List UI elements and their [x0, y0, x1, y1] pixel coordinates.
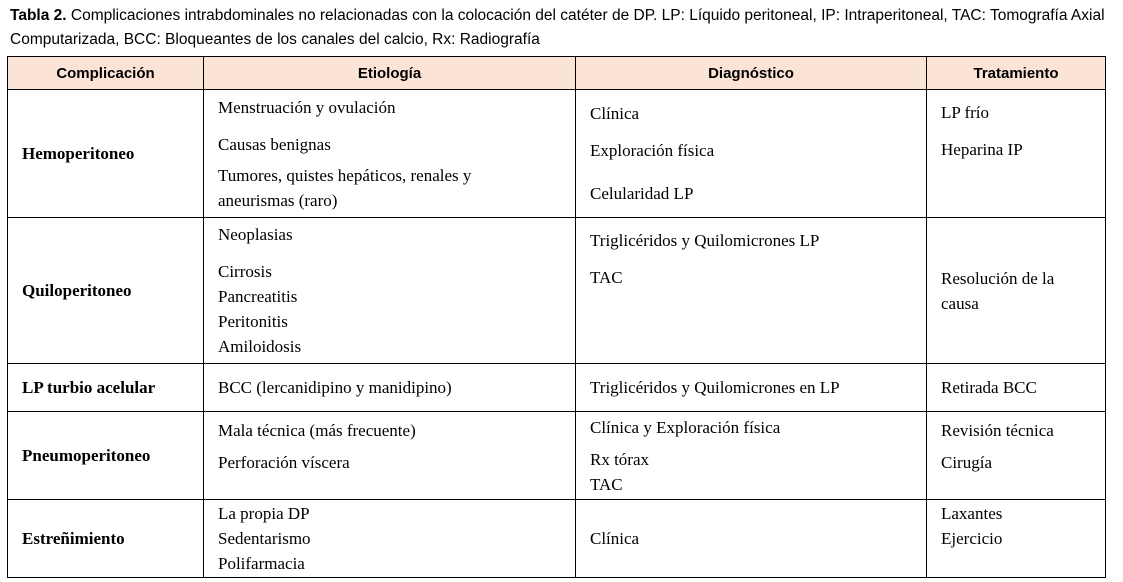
etiology-item: Neoplasias: [218, 225, 293, 244]
treatment-cell: [927, 218, 1106, 364]
treatment-item: Heparina IP: [941, 140, 1023, 159]
diagnosis-item: Triglicéridos y Quilomicrones LP: [590, 231, 820, 250]
etiology-item: Mala técnica (más frecuente): [218, 421, 416, 440]
diagnosis-cell: [576, 364, 927, 412]
etiology-item: Causas benignas: [218, 134, 331, 154]
complication-cell: Hemoperitoneo: [8, 90, 204, 218]
caption-text: Complicaciones intrabdominales no relacionadas con la colocación del catéter de DP. LP: Líquido peritoneal, IP: Intraperitoneal, TAC: Tomografía Axial Computarizada, BCC: Bloqueantes de los canales del calcio, Rx: Radiografía: [10, 7, 1105, 48]
treatment-item: Cirugía: [941, 453, 992, 472]
diagnosis-item: Triglicéridos y Quilomicrones en LP: [590, 378, 840, 397]
etiology-item: Tumores, quistes hepáticos, renales y aneurismas (raro): [218, 165, 472, 210]
etiology-cell: [204, 218, 576, 364]
treatment-item: Retirada BCC: [941, 378, 1037, 397]
etiology-item: Sedentarismo: [218, 529, 311, 548]
header-complication: Complicación: [8, 57, 204, 90]
treatment-item: Revisión técnica: [941, 421, 1054, 440]
etiology-cell: [204, 90, 576, 218]
treatment-cell: [927, 364, 1106, 412]
etiology-cell: [204, 500, 576, 578]
header-etiology: Etiología: [204, 57, 576, 90]
treatment-cell: [927, 412, 1106, 500]
treatment-item: LP frío: [941, 103, 990, 122]
table-row: [8, 218, 1106, 364]
treatment-cell: [927, 500, 1106, 578]
complication-cell: LP turbio acelular: [8, 364, 204, 412]
complication-cell: Pneumoperitoneo: [8, 412, 204, 500]
etiology-item: Polifarmacia: [218, 554, 305, 573]
diagnosis-cell: [576, 500, 927, 578]
etiology-cell: [204, 364, 576, 412]
diagnosis-cell: [576, 90, 927, 218]
etiology-item: BCC (lercanidipino y manidipino): [218, 378, 452, 397]
treatment-item: Ejercicio: [941, 529, 1003, 548]
table-row: [8, 364, 1106, 412]
etiology-item: Cirrosis: [218, 262, 272, 281]
diagnosis-item: Celularidad LP: [590, 184, 694, 203]
diagnosis-item: Clínica: [590, 529, 640, 548]
table-row: [8, 500, 1106, 578]
treatment-item: Laxantes: [941, 504, 1003, 523]
diagnosis-item: Rx tórax: [590, 449, 650, 469]
complication-cell: Estreñimiento: [8, 500, 204, 578]
table-caption: [10, 4, 1110, 52]
etiology-item: Peritonitis: [218, 312, 288, 331]
etiology-item: Pancreatitis: [218, 287, 298, 306]
complications-table: [7, 56, 1106, 578]
etiology-cell: [204, 412, 576, 500]
table-header-row: [8, 57, 1106, 90]
diagnosis-cell: [576, 412, 927, 500]
complication-cell: Quiloperitoneo: [8, 218, 204, 364]
etiology-item: Perforación víscera: [218, 453, 350, 472]
header-treatment: Tratamiento: [927, 57, 1106, 90]
diagnosis-cell: [576, 218, 927, 364]
diagnosis-item: TAC: [590, 474, 623, 494]
diagnosis-item: Clínica: [590, 104, 640, 123]
diagnosis-item: Exploración física: [590, 141, 715, 160]
table-row: [8, 90, 1106, 218]
etiology-item: La propia DP: [218, 504, 310, 523]
header-diagnosis: Diagnóstico: [576, 57, 927, 90]
etiology-item: Amiloidosis: [218, 337, 302, 356]
etiology-item: Menstruación y ovulación: [218, 97, 396, 117]
treatment-item: Resolución de la causa: [941, 268, 1055, 313]
diagnosis-item: Clínica y Exploración física: [590, 417, 781, 437]
caption-label: Tabla 2.: [10, 7, 67, 24]
treatment-cell: [927, 90, 1106, 218]
diagnosis-item: TAC: [590, 268, 623, 287]
table-row: [8, 412, 1106, 500]
